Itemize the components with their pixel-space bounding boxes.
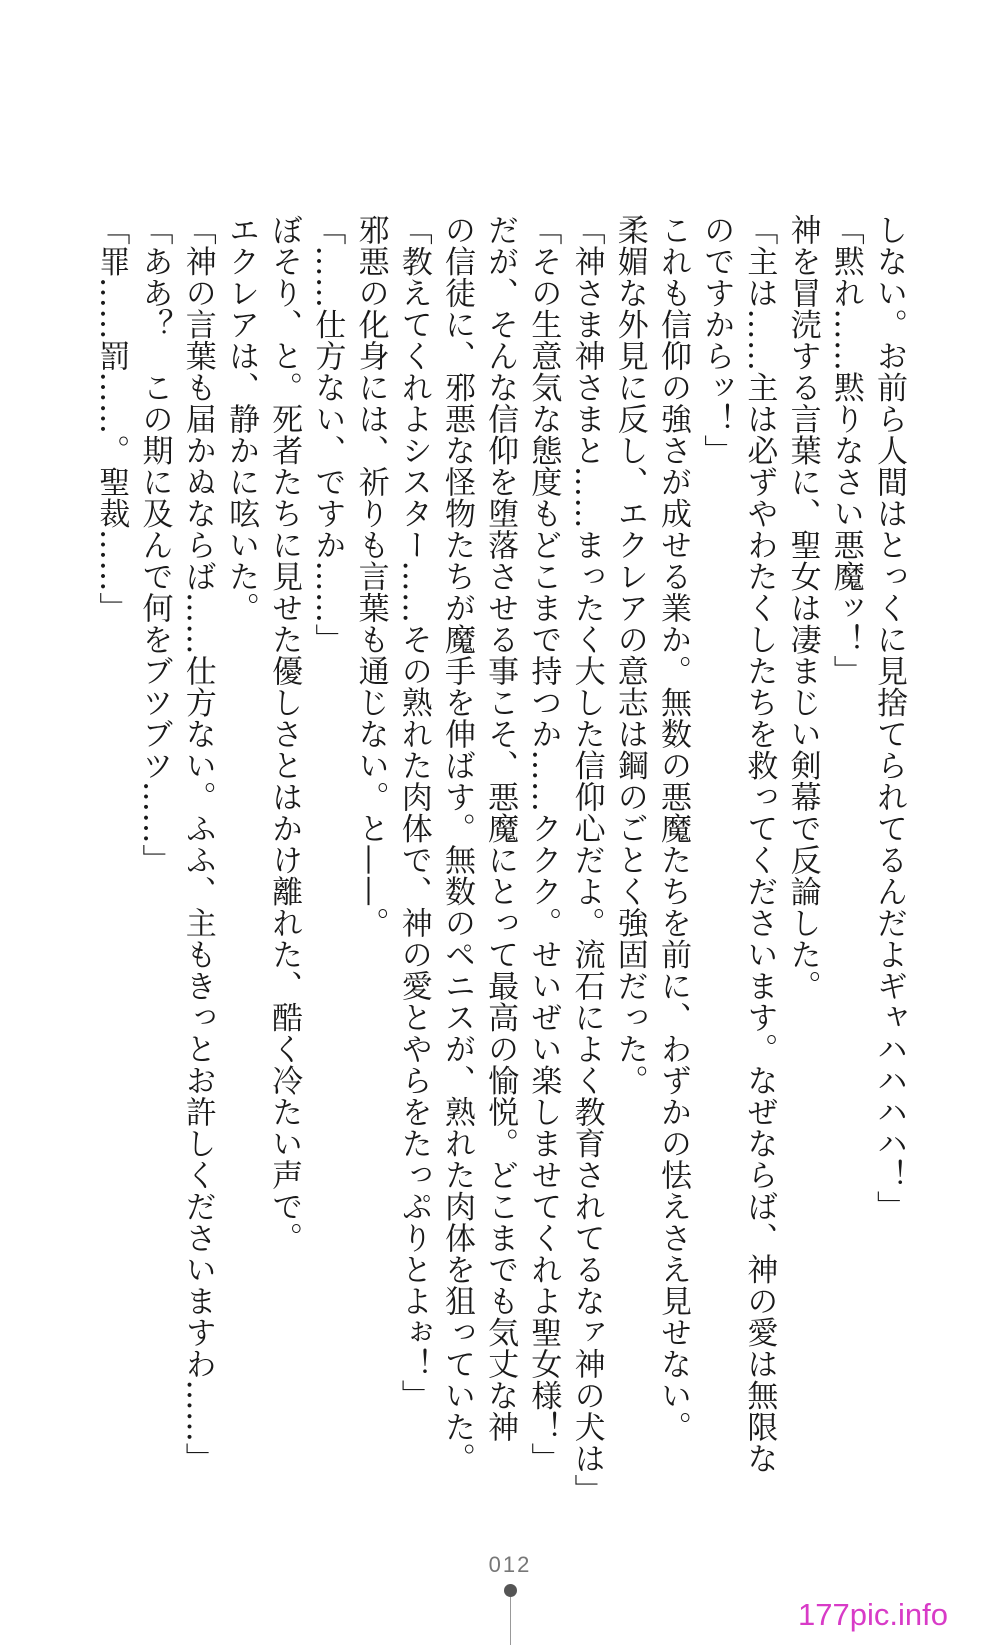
page-footer xyxy=(470,1552,550,1645)
text-line: の信徒に、邪悪な怪物たちが魔手を伸ばす。無数のペニスが、熟れた肉体を狙っていた。 xyxy=(438,214,475,1474)
page-marker-dot-icon xyxy=(504,1584,517,1597)
text-line: のですからッ！」 xyxy=(698,214,735,466)
text-line: 「罪……罰……。聖裁……」 xyxy=(93,214,130,624)
body-text-vertical xyxy=(93,214,910,1506)
page-marker-line xyxy=(510,1597,511,1645)
text-line: エクレアは、静かに呟いた。 xyxy=(222,214,259,624)
text-line: これも信仰の強さが成せる業か。無数の悪魔たちを前に、わずかの怯えさえ見せない。 xyxy=(654,214,691,1443)
text-line: 柔媚な外見に反し、エクレアの意志は鋼のごとく強固だった。 xyxy=(611,214,648,1096)
text-line: 「主は……主は必ずやわたくしたちを救ってくださいます。なぜならば、神の愛は無限な xyxy=(741,214,778,1474)
text-line: 「教えてくれよシスター……その熟れた肉体で、神の愛とやらをたっぷりとよぉ！」 xyxy=(395,214,432,1411)
text-line: ぼそり、と。死者たちに見せた優しさとはかけ離れた、酷く冷たい声で。 xyxy=(266,214,303,1254)
text-line: 「……仕方ない、ですか……」 xyxy=(309,214,346,655)
text-line: 邪悪の化身には、祈りも言葉も通じない。と——。 xyxy=(352,214,389,939)
page-number: 012 xyxy=(488,1552,532,1577)
text-line: しない。お前ら人間はとっくに見捨てられてるんだよギャハハハハ！」 xyxy=(871,214,907,1222)
text-line: 「神さま神さまと……まったく大した信仰心だよ。流石によく教育されてるなァ神の犬は」 xyxy=(568,214,605,1506)
text-line: だが、そんな信仰を堕落させる事こそ、悪魔にとって最高の愉悦。どこまでも気丈な神 xyxy=(482,214,519,1443)
text-line: 「黙れ……黙りなさい悪魔ッ！」 xyxy=(827,214,864,687)
text-line: 「ああ？ この期に及んで何をブツブツ……」 xyxy=(136,214,173,876)
text-line: 神を冒涜する言葉に、聖女は凄まじい剣幕で反論した。 xyxy=(784,214,821,1002)
site-watermark: 177pic.info xyxy=(798,1597,948,1632)
text-line: 「その生意気な態度もどこまで持つか……ククク。せいぜい楽しませてくれよ聖女様！」 xyxy=(525,214,562,1474)
text-line: 「神の言葉も届かぬならば……仕方ない。ふふ、主もきっとお許しくださいますわ……」 xyxy=(179,214,216,1474)
